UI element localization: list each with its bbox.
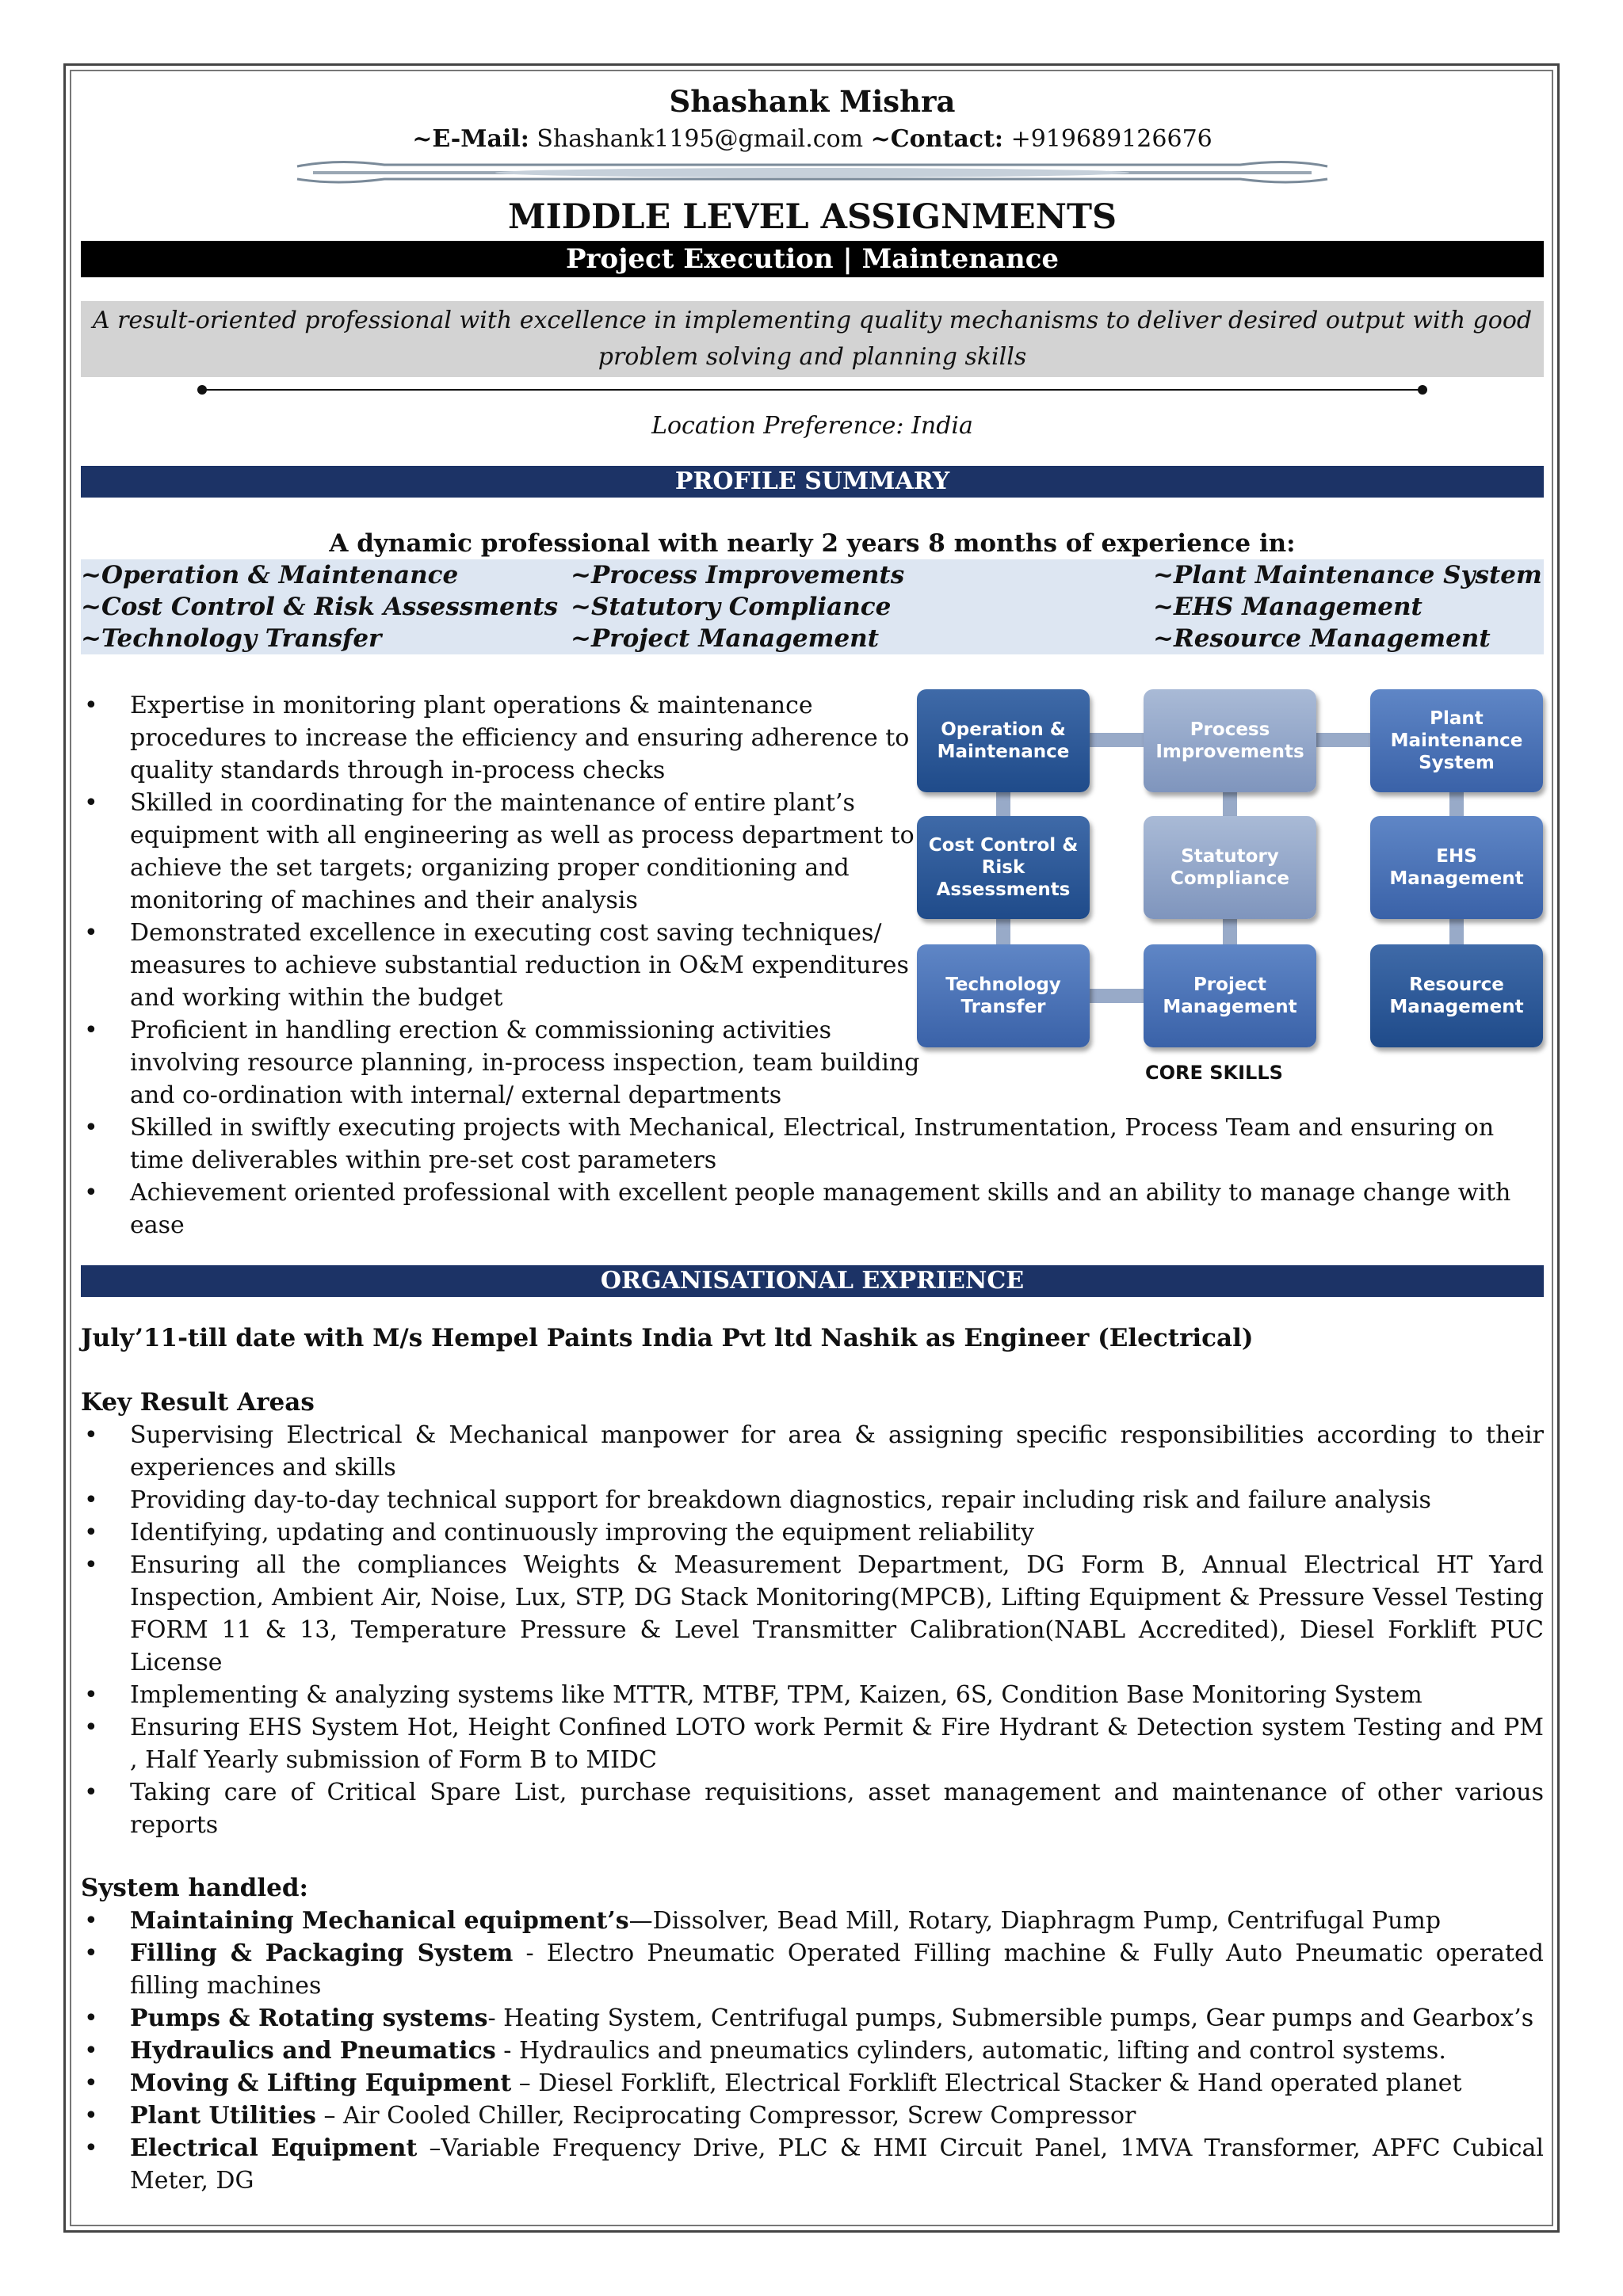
summary-bullet: • Expertise in monitoring plant operations & maintenance procedures to increase the efficiency and ensuring adherence to quality standards through in-process checks xyxy=(81,689,946,787)
diagram-connector xyxy=(1223,919,1237,946)
system-bullet xyxy=(81,2067,1544,2100)
system-label: Pumps & Rotating systems xyxy=(130,2004,488,2032)
kra-bullet: • Identifying, updating and continuously improving the equipment reliability xyxy=(81,1516,1544,1549)
profile-summary-heading: PROFILE SUMMARY xyxy=(81,466,1544,498)
job-title: July’11-till date with M/s Hempel Paints India Pvt ltd Nashik as Engineer (Electrical) xyxy=(81,1324,1254,1352)
system-text: –Variable Frequency Drive, PLC & HMI Circuit Panel, 1MVA Transformer, APFC Cubical Meter, DG xyxy=(130,2134,1545,2195)
core-skills-diagram xyxy=(917,689,1551,1117)
diagram-connector xyxy=(1449,791,1464,818)
kra-bullet: • Ensuring all the compliances Weights & Measurement Department, DG Form B, Annual Electrical HT Yard Inspection, Ambient Air, Noise, Lux, STP, DG Stack Monitoring(MPCB), Lifting Equipment & Pressure Vessel Testing FORM 11 & 13, Temperature Pressure & Level Transmitter Calibration(NABL Accredited), Diesel Forklift PUC License xyxy=(81,1549,1544,1679)
diagram-connector xyxy=(1090,733,1144,747)
system-text: - Hydraulics and pneumatics cylinders, automatic, lifting and control systems. xyxy=(495,2037,1446,2065)
kra-bullet: • Supervising Electrical & Mechanical manpower for area & assigning specific responsibilities according to their experiences and skills xyxy=(81,1419,1544,1484)
core-skill-box: Project Management xyxy=(1144,944,1316,1047)
core-skill-box: Operation & Maintenance xyxy=(917,689,1090,792)
kra-list xyxy=(81,1419,1544,1841)
core-skill-box: Process Improvements xyxy=(1144,689,1316,792)
skill-item: ~Project Management xyxy=(571,624,880,653)
summary-bullet: • Demonstrated excellence in executing cost saving techniques/ measures to achieve substantial reduction in O&M expenditures and working within the budget xyxy=(81,917,946,1014)
skills-row xyxy=(81,591,1544,623)
skill-item: ~Statutory Compliance xyxy=(571,593,892,621)
skill-item: ~EHS Management xyxy=(1153,593,1423,621)
kra-bullet: • Taking care of Critical Spare List, purchase requisitions, asset management and maintenance of other various reports xyxy=(81,1776,1544,1841)
system-bullet xyxy=(81,2100,1544,2132)
diagram-connector xyxy=(1090,989,1144,1003)
system-text: – Air Cooled Chiller, Reciprocating Compressor, Screw Compressor xyxy=(315,2102,1136,2130)
summary-bullet: • Skilled in swiftly executing projects with Mechanical, Electrical, Instrumentation, Process Team and ensuring on time deliverables within pre-set cost parameters xyxy=(81,1112,1544,1177)
system-text: – Diesel Forklift, Electrical Forklift Electrical Stacker & Hand operated planet xyxy=(511,2069,1462,2097)
tagline: A result-oriented professional with excellence in implementing quality mechanisms to deliver desired output with good problem solving and planning skills xyxy=(81,301,1544,377)
location-preference: Location Preference: India xyxy=(651,412,973,440)
dot-line-divider xyxy=(194,380,1430,399)
summary-bullet: • Proficient in handling erection & commissioning activities involving resource planning, in-process inspection, team building and co-ordination with internal/ external departments xyxy=(81,1014,946,1112)
system-bullet xyxy=(81,1937,1544,2002)
skills-grid xyxy=(81,559,1544,654)
contact-line xyxy=(81,122,1544,157)
skills-row xyxy=(81,559,1544,591)
profile-intro: A dynamic professional with nearly 2 years 8 months of experience in: xyxy=(329,529,1296,558)
candidate-name: Shashank Mishra xyxy=(669,84,956,119)
skill-item: ~Technology Transfer xyxy=(81,624,382,653)
kra-heading: Key Result Areas xyxy=(81,1388,315,1417)
diagram-connector xyxy=(1223,791,1237,818)
subheadline-bar: Project Execution | Maintenance xyxy=(81,241,1544,277)
systems-heading: System handled: xyxy=(81,1874,308,1902)
system-label: Moving & Lifting Equipment xyxy=(130,2069,512,2097)
skill-item: ~Process Improvements xyxy=(571,561,905,589)
headline: MIDDLE LEVEL ASSIGNMENTS xyxy=(507,197,1117,237)
core-skill-box: Cost Control & Risk Assessments xyxy=(917,816,1090,919)
core-skills-label: CORE SKILLS xyxy=(1145,1062,1283,1084)
system-bullet xyxy=(81,2132,1544,2197)
system-text: - Electro Pneumatic Operated Filling machine & Fully Auto Pneumatic operated filling machines xyxy=(130,1939,1545,2000)
skill-item: ~Resource Management xyxy=(1153,624,1491,653)
diagram-connector xyxy=(996,791,1010,818)
system-bullet xyxy=(81,1905,1544,1937)
system-text: - Heating System, Centrifugal pumps, Submersible pumps, Gear pumps and Gearbox’s xyxy=(487,2004,1534,2032)
system-label: Filling & Packaging System xyxy=(130,1939,514,1967)
profile-summary-body xyxy=(81,689,1544,1241)
skill-item: ~Operation & Maintenance xyxy=(81,561,459,589)
experience-heading: ORGANISATIONAL EXPRIENCE xyxy=(81,1265,1544,1297)
diagram-connector xyxy=(1449,919,1464,946)
skills-row xyxy=(81,623,1544,654)
ornament-divider xyxy=(289,157,1335,187)
phone-value: +919689126676 xyxy=(1010,125,1212,153)
system-label: Plant Utilities xyxy=(130,2102,316,2130)
system-label: Electrical Equipment xyxy=(130,2134,418,2162)
system-bullet xyxy=(81,2035,1544,2067)
resume-content xyxy=(81,79,1544,2197)
core-skill-box: Resource Management xyxy=(1370,944,1543,1047)
system-text: —Dissolver, Bead Mill, Rotary, Diaphragm Pump, Centrifugal Pump xyxy=(628,1907,1442,1935)
system-label: Maintaining Mechanical equipment’s xyxy=(130,1907,629,1935)
kra-bullet: • Implementing & analyzing systems like MTTR, MTBF, TPM, Kaizen, 6S, Condition Base Monitoring System xyxy=(81,1679,1544,1711)
email-value: Shashank1195@gmail.com xyxy=(537,125,864,153)
diagram-connector xyxy=(996,919,1010,946)
system-label: Hydraulics and Pneumatics xyxy=(130,2037,496,2065)
core-skill-box: Plant Maintenance System xyxy=(1370,689,1543,792)
diagram-connector xyxy=(1316,733,1370,747)
kra-bullet: • Ensuring EHS System Hot, Height Confined LOTO work Permit & Fire Hydrant & Detection system Testing and PM , Half Yearly submission of Form B to MIDC xyxy=(81,1711,1544,1776)
skill-item: ~Plant Maintenance System xyxy=(1153,561,1542,589)
contact-label: ~Contact: xyxy=(870,125,1004,153)
kra-bullet: • Providing day-to-day technical support for breakdown diagnostics, repair including risk and failure analysis xyxy=(81,1484,1544,1516)
systems-list xyxy=(81,1905,1544,2197)
summary-bullet: • Achievement oriented professional with excellent people management skills and an ability to manage change with ease xyxy=(81,1177,1544,1241)
system-bullet xyxy=(81,2002,1544,2035)
email-label: ~E-Mail: xyxy=(412,125,529,153)
core-skill-box: Statutory Compliance xyxy=(1144,816,1316,919)
core-skill-box: EHS Management xyxy=(1370,816,1543,919)
skill-item: ~Cost Control & Risk Assessments xyxy=(81,593,559,621)
summary-bullet: • Skilled in coordinating for the maintenance of entire plant’s equipment with all engineering as well as process department to achieve the set targets; organizing proper conditioning and monitoring of machines and their analysis xyxy=(81,787,930,917)
core-skill-box: Technology Transfer xyxy=(917,944,1090,1047)
